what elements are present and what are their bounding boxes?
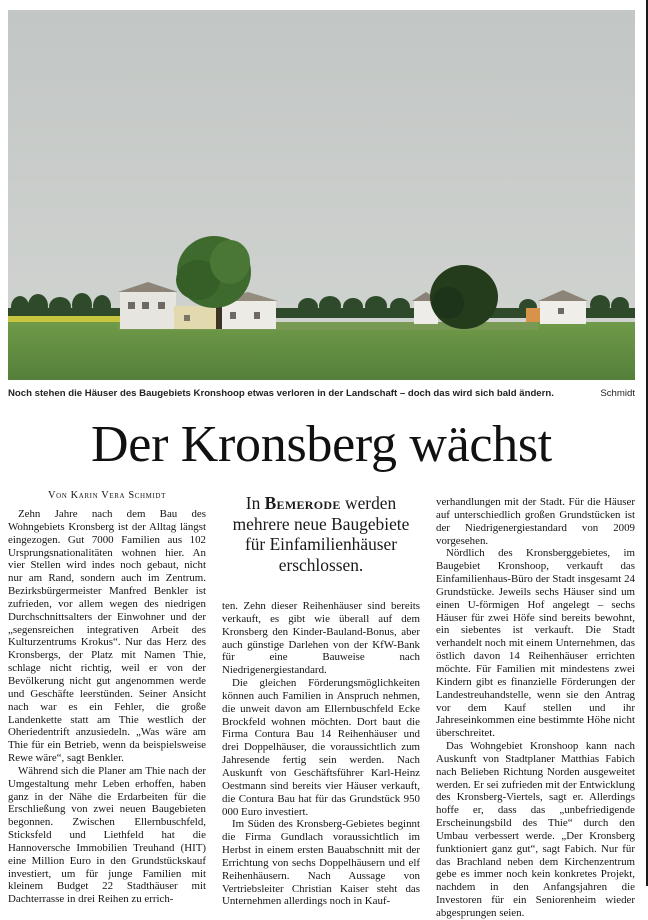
pull-quote-pre: In [245,493,265,513]
pull-quote-post: werden mehrere neue Baugebiete für Einfamilienhäuser erschlossen. [232,493,410,575]
headline: Der Kronsberg wächst [91,416,552,473]
caption-text: Noch stehen die Häuser des Baugebiets Kronshoop etwas verloren in der Landschaft – doch das wird sich bald ändern. [8,388,554,399]
article-column-1 [8,508,206,906]
byline: Von Karin Vera Schmidt [48,490,166,501]
paragraph: Nördlich des Kronsberggebietes, im Baugebiet Kronshoop, verkauft das Einfamilienhaus-Büro der Stadt insgesamt 24 Grundstücke. Jeweils sechs Häuser sind um einen U-förmigen Hof angelegt – sechs Häuser für zwei Höfe sind bereits bewohnt, ein siebentes ist verkauft. Die Stadt verhandelt noch mit einem Unternehmen, das östlich davon 14 Reihenhäuser errichten möchte. Für Familien mit mindestens zwei Kindern gibt es finanzielle Förderungen der Landestreuhandstelle, wenn sie den Antrag vor dem Kauf stellen und ihr Jahreseinkommen eine bestimmte Höhe nicht überschreitet. [436,547,635,740]
pull-quote [222,493,420,575]
paragraph: Die gleichen Förderungsmöglichkeiten können auch Familien in Anspruch nehmen, die unweit davon am Ellernbuschfeld Ecke Brockfeld wohnen möchten. Dort baut die Firma Contura Bau 14 Reihenhäuser und drei Doppelhäuser, die voraussichtlich zum Jahresende fertig sein werden. Nach Auskunft von Geschäftsführer Karl-Heinz Oestmann sind bereits vier Häuser verkauft, die Contura Bau hat für das Grundstück 950 000 Euro investiert. [222,677,420,818]
article-photo [8,10,635,380]
landscape-photo [8,10,635,380]
paragraph: Während sich die Planer am Thie nach der Umgestaltung mehr Leben erhoffen, haben ganz in der Nähe die Erdarbeiten für die Erschließung von zwei neuen Baugebieten begonnen. Zwischen Ellernbuschfeld, Sticksfeld und Liethfeld hat die Hannoversche Immobilien Treuhand (HIT) eine Million Euro in den Grundstückskauf investiert, um für junge Familien mit kleinem Budget 22 Stadthäuser mit Dachterrasse in drei Reihen zu errich- [8,764,206,906]
paragraph: ten. Zehn dieser Reihenhäuser sind bereits verkauft, es gibt wie überall auf dem Kronsberg den Kinder-Bauland-Bonus, aber auch günstige Darlehen von der KfW-Bank für eine Bauweise nach Niedrigenergiestandard. [222,600,420,677]
photo-caption [8,388,635,404]
article-column-3 [436,496,635,920]
pull-quote-district: Bemerode [264,493,341,513]
paragraph: verhandlungen mit der Stadt. Für die Häuser auf unterschiedlich großen Grundstücken ist der Niedrigenergiestandard von 2009 vorgesehen. [436,496,635,547]
photo-credit: Schmidt [600,388,635,399]
paragraph: Zehn Jahre nach dem Bau des Wohngebiets Kronsberg ist der Alltag längst eingezogen. Gut 7000 Familien aus 102 Ursprungsnationalitäten wohnen hier. An vier Stellen wird indes noch gebaut, nicht nur am Rand, sondern auch im Zentrum. Bezirksbürgermeister Manfred Benkler ist zufrieden, vor allem wegen des niedrigen Durchschnittsalters der Einwohner und der „segensreichen integrativen Arbeit des Kulturzentrums Krokus“. Nur das Herz des Kronsbergs, der Platz mit Namen Thie, schlage nicht richtig, weil er von der Bevölkerung nicht gut angenommen werde und Geschäfte leerstünden. Seiner Ansicht nach war es ein Fehler, die große Landenkette statt am Thie westlich der Oheriedentrift anzusiedeln. „Was wäre am Thie für ein Betrieb, wenn da beispielsweise Rewe wäre“, sagt Benkler. [8,508,206,765]
article-column-2 [222,600,420,908]
paragraph: Das Wohngebiet Kronshoop kann nach Auskunft von Stadtplaner Matthias Fabich nach Belieben Richtung Norden ausgeweitet werden. Er sei zufrieden mit der Entwicklung des Kronsberg-Viertels, sagt er. Allerdings hoffe er, dass das „unbefriedigende Erscheinungsbild des Thie“ durch den Umbau verbessert werde. „Der Kronsberg funktioniert ganz gut“, sagt Fabich. Nur für das Brachland neben dem Kirchenzentrum gebe es immer noch kein konkretes Projekt, nachdem in den Anfangsjahren die Investoren für ein Seniorenheim wieder abgesprungen seien. [436,740,635,919]
paragraph: Im Süden des Kronsberg-Gebietes beginnt die Firma Gundlach voraussichtlich im Herbst in einem ersten Bauabschnitt mit der Errichtung von sechs Doppelhäusern und elf Reihenhäusern. Nach Aussage von Vertriebsleiter Christian Kaiser steht das Unternehmen allerdings noch in Kauf- [222,818,420,908]
meadow [8,322,635,380]
